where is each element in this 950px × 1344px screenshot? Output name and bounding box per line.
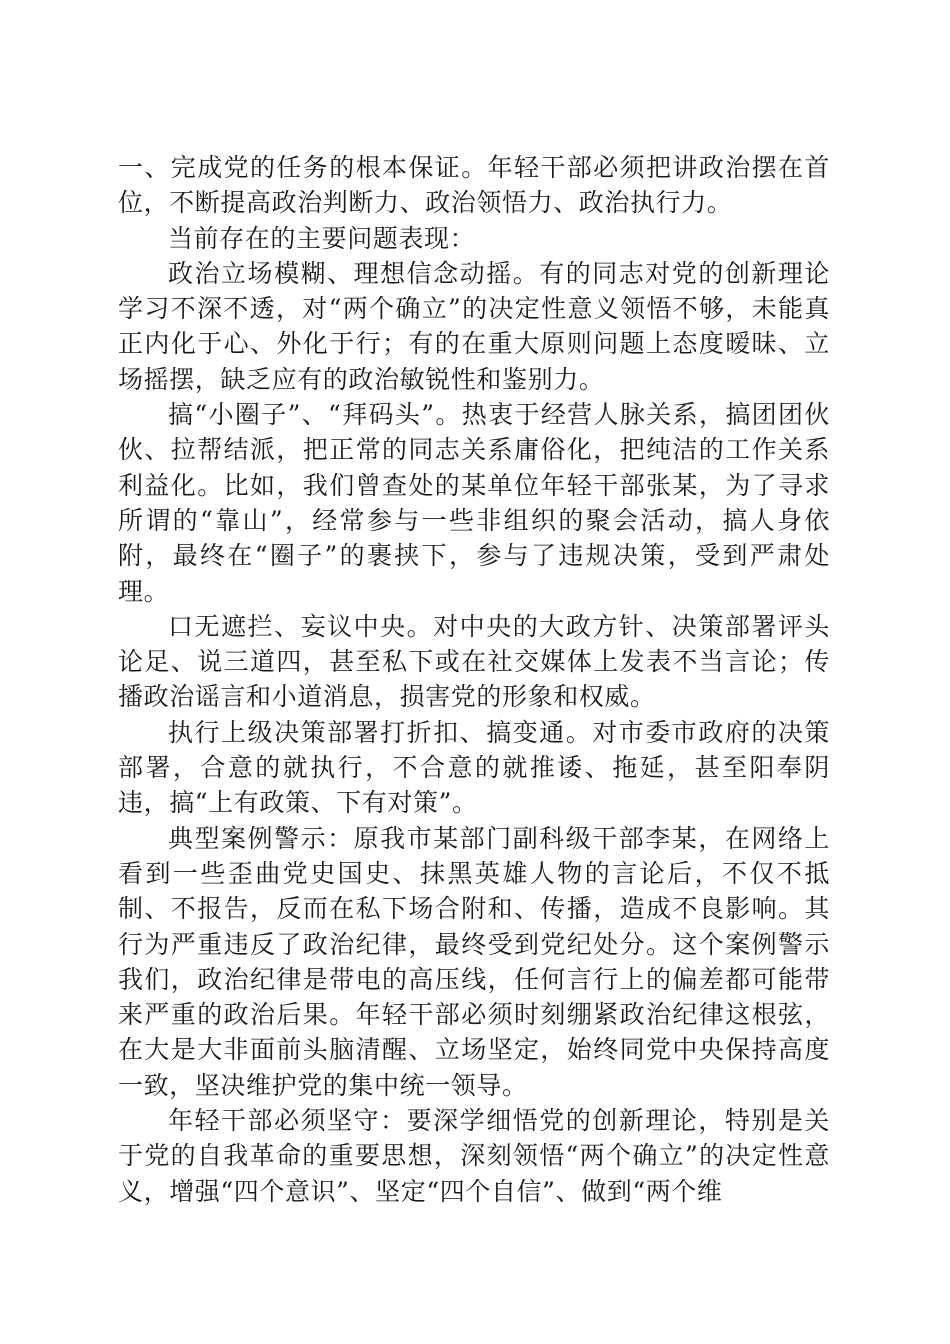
paragraph-intro: 一、完成党的任务的根本保证。年轻干部必须把讲政治摆在首位，不断提高政治判断力、政治领悟力、政治执行力。 [118,153,830,218]
paragraph-small-circles: 搞“小圈子”、“拜码头”。热衷于经营人脉关系，搞团团伙伙、拉帮结派，把正常的同志关系庸俗化，把纯洁的工作关系利益化。比如，我们曾查处的某单位年轻干部张某，为了寻求所谓的“靠山”，经常参与一些非组织的聚会活动，搞人身依附，最终在“圈子”的裹挟下，参与了违规决策，受到严肃处理。 [118,400,830,606]
document-body [118,150,830,1209]
paragraph-political-stance: 政治立场模糊、理想信念动摇。有的同志对党的创新理论学习不深不透，对“两个确立”的决定性意义领悟不够，未能真正内化于心、外化于行；有的在重大原则问题上态度暧昧、立场摇摆，缺乏应有的政治敏锐性和鉴别力。 [118,258,830,394]
paragraph-careless-speech: 口无遮拦、妄议中央。对中央的大政方针、决策部署评头论足、说三道四，甚至私下或在社交媒体上发表不当言论；传播政治谣言和小道消息，损害党的形象和权威。 [118,611,830,712]
paragraph-case-warning: 典型案例警示：原我市某部门副科级干部李某，在网络上看到一些歪曲党史国史、抹黑英雄人物的言论后，不仅不抵制、不报告，反而在私下场合附和、传播，造成不良影响。其行为严重违反了政治纪律，最终受到党纪处分。这个案例警示我们，政治纪律是带电的高压线，任何言行上的偏差都可能带来严重的政治后果。年轻干部必须时刻绷紧政治纪律这根弦，在大是大非面前头脑清醒、立场坚定，始终同党中央保持高度一致，坚决维护党的集中统一领导。 [118,823,830,1100]
paragraph-must-uphold: 年轻干部必须坚守：要深学细悟党的创新理论，特别是关于党的自我革命的重要思想，深刻领悟“两个确立”的决定性意义，增强“四个意识”、坚定“四个自信”、做到“两个维 [118,1106,830,1206]
paragraph-execution-discount: 执行上级决策部署打折扣、搞变通。对市委市政府的决策部署，合意的就执行，不合意的就推诿、拖延，甚至阳奉阴违，搞“上有政策、下有对策”。 [118,717,830,818]
paragraph-problems-heading: 当前存在的主要问题表现： [168,223,476,253]
